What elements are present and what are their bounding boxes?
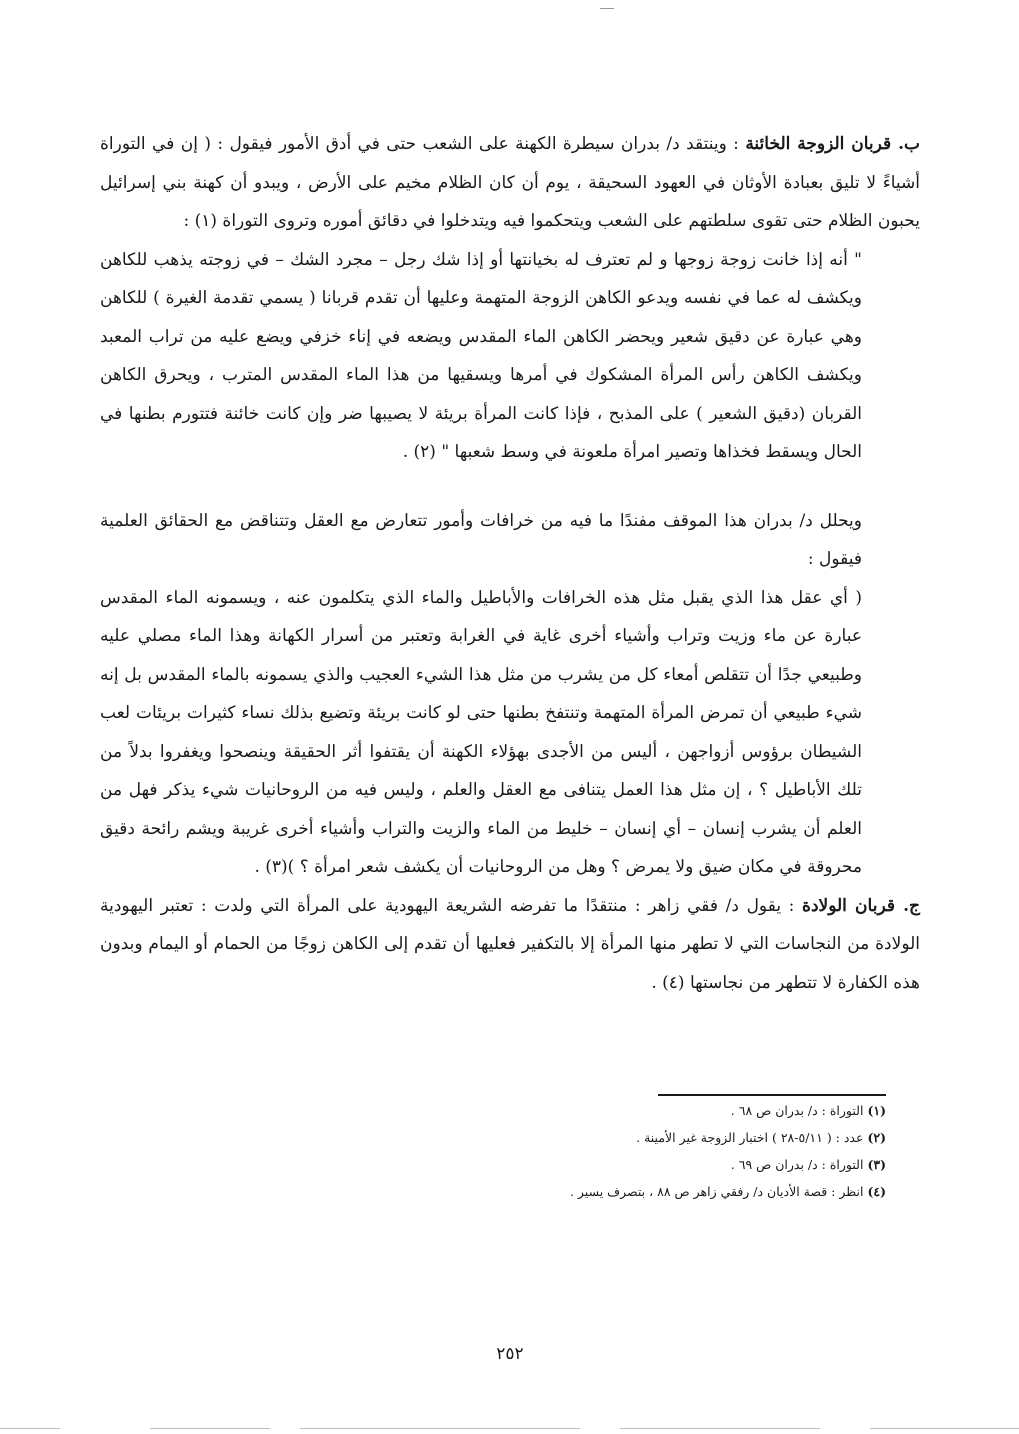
footnote-number: (٣): [867, 1157, 886, 1172]
section-b-heading: ب. قربان الزوجة الخائنة: [745, 134, 920, 154]
section-b-intro: [100, 125, 920, 241]
footnote-number: (١): [867, 1103, 886, 1118]
footnote-text: التوراة : د/ بدران ص ٦٩ .: [730, 1157, 864, 1172]
footnote-text: انظر : قصة الأديان د/ رفقي زاهر ص ٨٨ ، بتصرف يسير .: [569, 1184, 864, 1199]
analysis-intro: ويحلل د/ بدران هذا الموقف مفندًا ما فيه من خرافات وأمور تتعارض مع العقل وتتناقض مع الحقائق العلمية فيقول :: [100, 510, 862, 569]
footnote-rule: [658, 1094, 886, 1096]
footnote-number: (٢): [867, 1130, 886, 1145]
footnote-4: [126, 1178, 886, 1205]
page-body: [100, 125, 920, 1002]
footnotes: [126, 1097, 886, 1205]
scan-edge-line: [620, 1428, 820, 1429]
scan-edge-line: [150, 1428, 270, 1429]
footnote-text: عدد : ( ٥/١١-٢٨ ) اختبار الزوجة غير الأمينة .: [636, 1130, 864, 1145]
scan-edge-line: [300, 1428, 580, 1429]
footnote-1: [126, 1097, 886, 1124]
section-b-quote: " أنه إذا خانت زوجة زوجها و لم تعترف له بخيانتها أو إذا شك رجل – مجرد الشك – في زوجته يذهب للكاهن ويكشف له عما في نفسه ويدعو الكاهن الزوجة المتهمة وعليها أن تقدم قربانا ( يسمي تقدمة الغيرة ) للكاهن وهي عبارة عن دقيق شعير ويحضر الكاهن الماء المقدس ويضعه في إناء خزفي ويضع عليه من تراب المعبد ويكشف الكاهن رأس المرأة المشكوك في أمرها ويسقيها من هذا الماء المقدس المترب ، ويحرق الكاهن القربان (دقيق الشعير ) على المذبح ، فإذا كانت المرأة بريئة لا يصيبها ضر وإن كانت خائنة فتتورم بطنها في الحال ويسقط فخذاها وتصير امرأة ملعونة في وسط شعبها " (٢) .: [100, 249, 862, 462]
scan-edge-line: [0, 1428, 60, 1429]
scan-edge-line: [870, 1428, 1019, 1429]
footnote-3: [126, 1151, 886, 1178]
footnote-number: (٤): [867, 1184, 886, 1199]
page-number: ٢٥٢: [496, 1344, 524, 1364]
section-c-text: : يقول د/ فقي زاهر : منتقدًا ما تفرضه الشريعة اليهودية على المرأة التي ولدت : تعتبر اليهودية الولادة من النجاسات التي لا تطهر منها المرأة إلا بالتكفير فعليها أن تقدم إلى الكاهن زوجًا من الحمام أو اليمام وبدون هذه الكفارة لا تتطهر من نجاستها (٤) .: [100, 895, 920, 993]
footnote-2: [126, 1124, 886, 1151]
section-b-intro-text: : وينتقد د/ بدران سيطرة الكهنة على الشعب حتى في أدق الأمور فيقول : ( إن في التوراة أشياءً لا تليق بعبادة الأوثان في العهود السحيقة ، يوم أن كان الظلام مخيم على الأرض ، ويبدو أن كهنة بني إسرائيل يحبون الظلام حتى تقوى سلطتهم على الشعب ويتحكموا فيه ويتدخلوا في دقائق أموره وتروى التوراة (١) :: [100, 134, 920, 231]
section-c-heading: ج. قربان الولادة: [802, 895, 920, 916]
scan-mark: [600, 8, 614, 9]
footnote-text: التوراة : د/ بدران ص ٦٨ .: [730, 1103, 864, 1118]
analysis-quote: ( أي عقل هذا الذي يقبل مثل هذه الخرافات والأباطيل والماء الذي يتكلمون عنه ، ويسمونه الماء المقدس عبارة عن ماء وزيت وتراب وأشياء أخرى غاية في الغرابة وتعتبر من أسرار الكهانة وهذا الماء مصلي عليه وطبيعي جدًا أن تتقلص أمعاء كل من يشرب من مثل هذا الشيء العجيب والذي يسمونه بالماء المقدس بل إنه شيء طبيعي أن تمرض المرأة المتهمة وتنتفخ بطنها حتى لو كانت بريئة وتضيع بذلك نساء كثيرات بريئات لعب الشيطان برؤوس أزواجهن ، أليس من الأجدى بهؤلاء الكهنة أن يقتفوا أثر الحقيقة وينصحوا ويغفروا بدلاً من تلك الأباطيل ؟ ، إن مثل هذا العمل يتنافى مع العقل والعلم ، وليس فيه من الروحانيات شيء يذكر فهل من العلم أن يشرب إنسان – أي إنسان – خليط من الماء والزيت والتراب وأشياء أخرى غريبة ويشم رائحة دقيق محروقة في مكان ضيق ولا يمرض ؟ وهل من الروحانيات أن يكشف شعر امرأة ؟ )(٣) .: [100, 587, 862, 877]
section-c-paragraph: [100, 887, 920, 1003]
